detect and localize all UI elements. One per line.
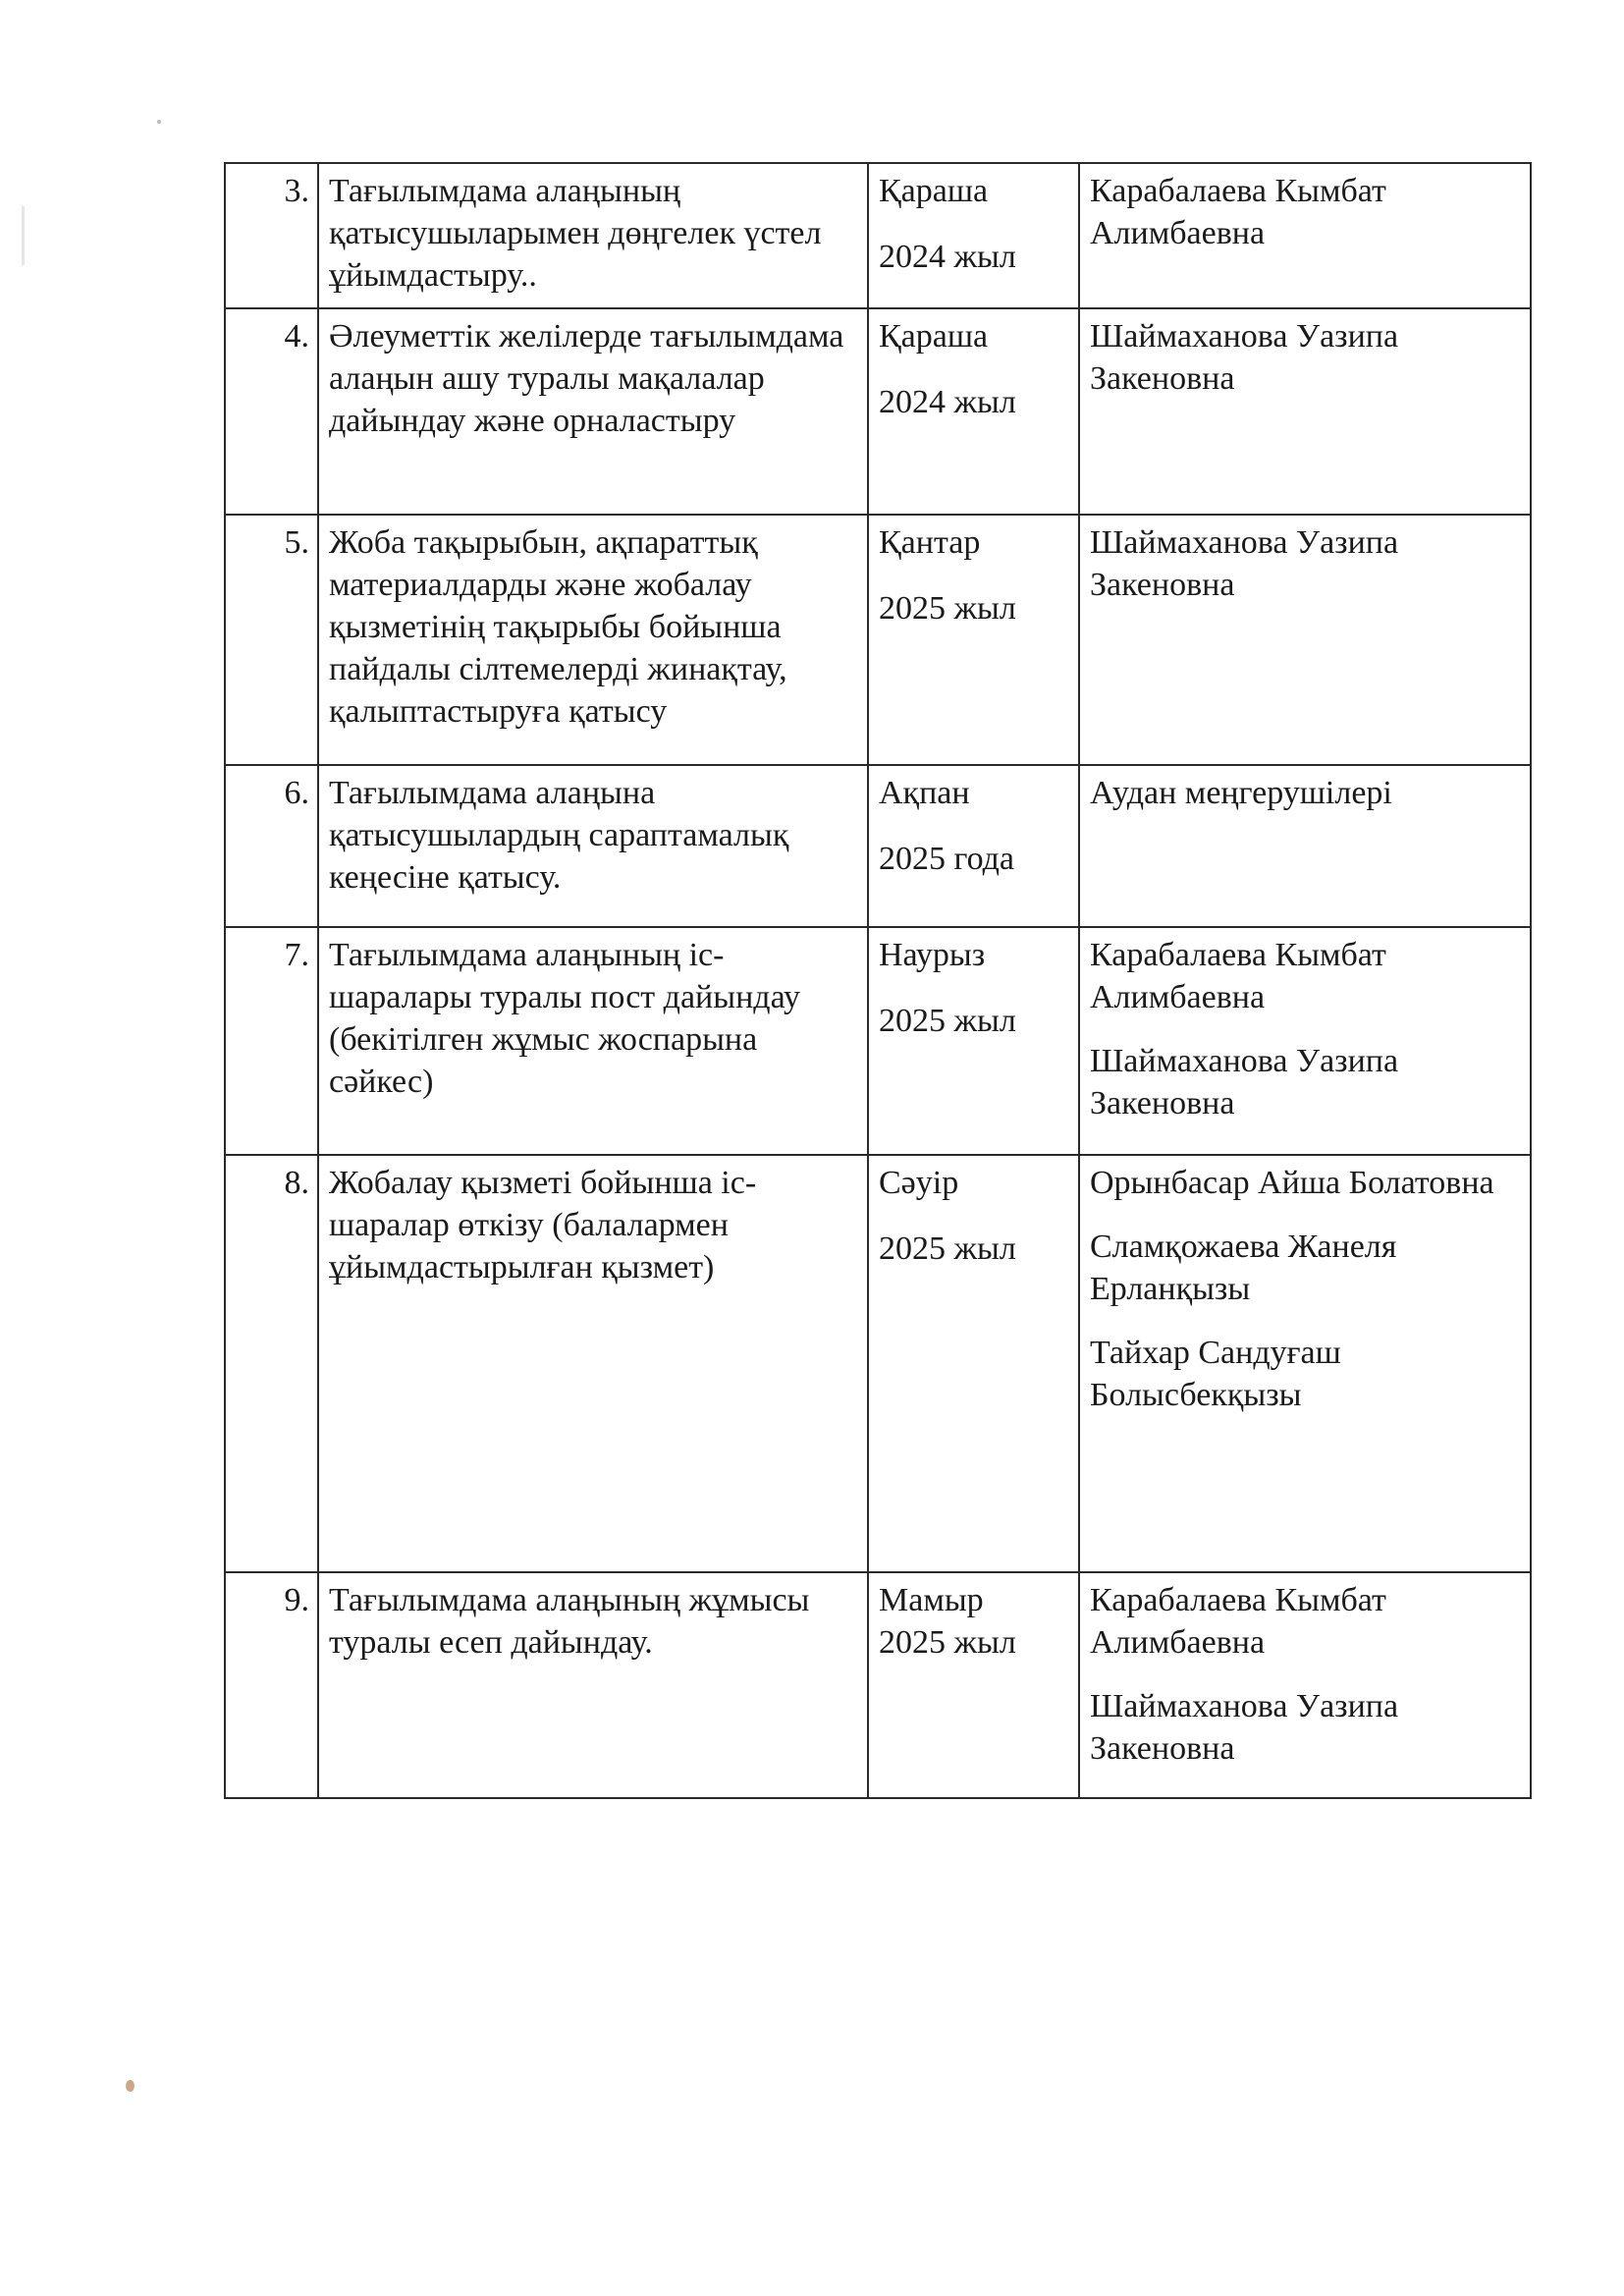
table-row (225, 1155, 1531, 1572)
table-row (225, 515, 1531, 765)
task-cell: Тағылымдама алаңының жұмысы туралы есеп дайындау. (318, 1572, 868, 1798)
date-cell (868, 308, 1079, 515)
row-number: 7. (225, 927, 318, 1155)
date-month: Наурыз (879, 937, 986, 973)
table-row (225, 163, 1531, 308)
date-month: Қараша (879, 173, 989, 209)
table-row (225, 308, 1531, 515)
responsible-person: Шаймаханова Уазипа Закеновна (1090, 318, 1399, 397)
task-cell: Тағылымдама алаңының қатысушыларымен дөңгелек үстел ұйымдастыру.. (318, 163, 868, 308)
responsible-person: Шаймаханова Уазипа Закеновна (1090, 1688, 1399, 1767)
responsible-person: Орынбасар Айша Болатовна (1090, 1165, 1494, 1201)
date-year: 2024 жыл (879, 239, 1016, 275)
table-row (225, 927, 1531, 1155)
responsible-cell (1079, 1155, 1531, 1572)
date-month: Мамыр (879, 1582, 984, 1618)
responsible-cell (1079, 765, 1531, 927)
scan-speck (126, 2080, 135, 2092)
row-number: 8. (225, 1155, 318, 1572)
date-year: 2025 года (879, 841, 1015, 877)
date-cell (868, 515, 1079, 765)
date-cell (868, 927, 1079, 1155)
task-cell: Жобалау қызметі бойынша іс-шаралар өткізу (балалармен ұйымдастырылған қызмет) (318, 1155, 868, 1572)
responsible-person: Карабалаева Кымбат Алимбаевна (1090, 173, 1386, 251)
responsible-cell (1079, 515, 1531, 765)
responsible-person: Шаймаханова Уазипа Закеновна (1090, 524, 1399, 603)
responsible-cell (1079, 927, 1531, 1155)
scan-speck (157, 120, 161, 124)
scan-edge-mark (22, 206, 25, 265)
row-number: 9. (225, 1572, 318, 1798)
date-year: 2025 жыл (879, 1003, 1016, 1039)
task-cell: Әлеуметтік желілерде тағылымдама алаңын ашу туралы мақалалар дайындау және орналастыру (318, 308, 868, 515)
work-plan-table (224, 162, 1532, 1799)
responsible-cell (1079, 308, 1531, 515)
table-row (225, 1572, 1531, 1798)
task-cell: Жоба тақырыбын, ақпараттық материалдарды және жобалау қызметінің тақырыбы бойынша пайдалы сілтемелерді жинақтау, қалыптастыруға қатысу (318, 515, 868, 765)
responsible-person: Сламқожаева Жанеля Ерланқызы (1090, 1229, 1397, 1307)
responsible-person: Карабалаева Кымбат Алимбаевна (1090, 1582, 1386, 1661)
date-year: 2025 жыл (879, 1624, 1016, 1661)
date-month: Қараша (879, 318, 989, 355)
date-month: Ақпан (879, 775, 970, 811)
date-cell (868, 163, 1079, 308)
table-row (225, 765, 1531, 927)
date-year: 2025 жыл (879, 1230, 1016, 1267)
date-cell (868, 765, 1079, 927)
date-year: 2025 жыл (879, 590, 1016, 627)
row-number: 4. (225, 308, 318, 515)
date-month: Сәуір (879, 1165, 959, 1201)
row-number: 5. (225, 515, 318, 765)
date-cell (868, 1572, 1079, 1798)
date-month: Қантар (879, 524, 981, 561)
date-cell (868, 1155, 1079, 1572)
row-number: 3. (225, 163, 318, 308)
responsible-person: Аудан меңгерушілері (1090, 775, 1392, 811)
responsible-cell (1079, 1572, 1531, 1798)
responsible-person: Шаймаханова Уазипа Закеновна (1090, 1043, 1399, 1121)
responsible-person: Карабалаева Кымбат Алимбаевна (1090, 937, 1386, 1015)
date-year: 2024 жыл (879, 384, 1016, 420)
responsible-person: Тайхар Сандуғаш Болысбекқызы (1090, 1335, 1341, 1413)
responsible-cell (1079, 163, 1531, 308)
row-number: 6. (225, 765, 318, 927)
task-cell: Тағылымдама алаңының іс-шаралары туралы пост дайындау (бекітілген жұмыс жоспарына сәйкес) (318, 927, 868, 1155)
task-cell: Тағылымдама алаңына қатысушылардың сараптамалық кеңесіне қатысу. (318, 765, 868, 927)
